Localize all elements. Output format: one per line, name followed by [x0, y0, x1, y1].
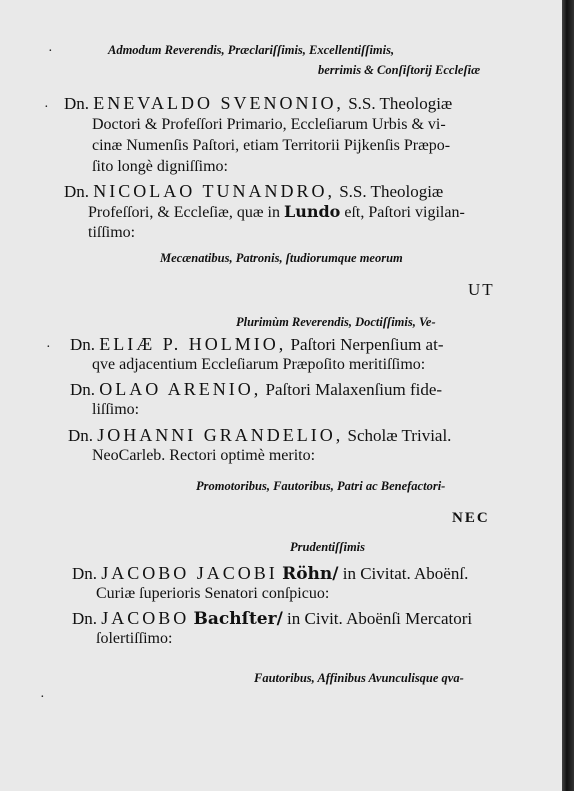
margin-dot: ·	[44, 100, 49, 115]
book-spine-shadow	[562, 0, 574, 791]
entry-tunandro-line3: tiſſimo:	[88, 224, 136, 241]
dedication-header: Admodum Reverendis, Præclariſſimis, Excellentiſſimis,	[108, 43, 395, 57]
heading-promotoribus: Promotoribus, Fautoribus, Patri ac Benefactori-	[196, 479, 446, 493]
entry-svenonio-line2: Doctori & Profeſſori Primario, Eccleſiarum Urbis & vi-	[92, 116, 446, 133]
margin-dot: ·	[46, 340, 51, 355]
heading-mecaenatibus: Mecænatibus, Patronis, ſtudiorumque meorum	[160, 251, 403, 265]
margin-dot: ·	[40, 690, 45, 705]
separator-nec: NEC	[452, 510, 490, 526]
entry-holmio-line2: qve adjacentium Eccleſiarum Præpoſito meritiſſimo:	[92, 356, 426, 373]
entry-holmio: Dn. ELIÆ P. HOLMIO, Paſtori Nerpenſium at-	[70, 334, 444, 354]
entry-svenonio: Dn. ENEVALDO SVENONIO, S.S. Theologiæ	[64, 93, 453, 113]
dedication-header-2: berrimis & Conſiſtorij Eccleſiæ	[318, 63, 481, 77]
heading-prudentissimis: Prudentiſſimis	[290, 540, 366, 554]
entry-bachster: Dn. JACOBO Bachſter/ in Civit. Aboënſi Mercatori	[72, 608, 473, 629]
entry-arenio: Dn. OLAO ARENIO, Paſtori Malaxenſium fide-	[70, 379, 443, 399]
separator-ut: UT	[468, 280, 495, 299]
entry-arenio-line2: liſſimo:	[92, 401, 140, 418]
margin-dot: ·	[48, 44, 53, 59]
entry-tunandro-line2: Profeſſori, & Eccleſiæ, quæ in Lundo eſt, Paſtori vigilan-	[88, 202, 465, 221]
entry-svenonio-line4: ſito longè digniſſimo:	[92, 158, 228, 175]
entry-tunandro: Dn. NICOLAO TUNANDRO, S.S. Theologiæ	[64, 181, 444, 201]
entry-grandelio-line2: NeoCarleb. Rectori optimè merito:	[92, 447, 316, 464]
entry-jacobi-rohn: Dn. JACOBO JACOBI Röhn/ in Civitat. Aboënſ.	[72, 563, 469, 584]
entry-svenonio-line3: cinæ Numenſis Paſtori, etiam Territorii Pijkenſis Præpo-	[92, 137, 451, 154]
heading-plurimum: Plurimùm Reverendis, Doctiſſimis, Ve-	[236, 315, 436, 329]
heading-fautoribus: Fautoribus, Affinibus Avunculisque qva-	[254, 671, 464, 685]
entry-bachster-line2: ſolertiſſimo:	[96, 630, 173, 647]
entry-jacobi-rohn-line2: Curiæ ſuperioris Senatori conſpicuo:	[96, 585, 330, 602]
entry-grandelio: Dn. JOHANNI GRANDELIO, Scholæ Trivial.	[68, 425, 452, 445]
